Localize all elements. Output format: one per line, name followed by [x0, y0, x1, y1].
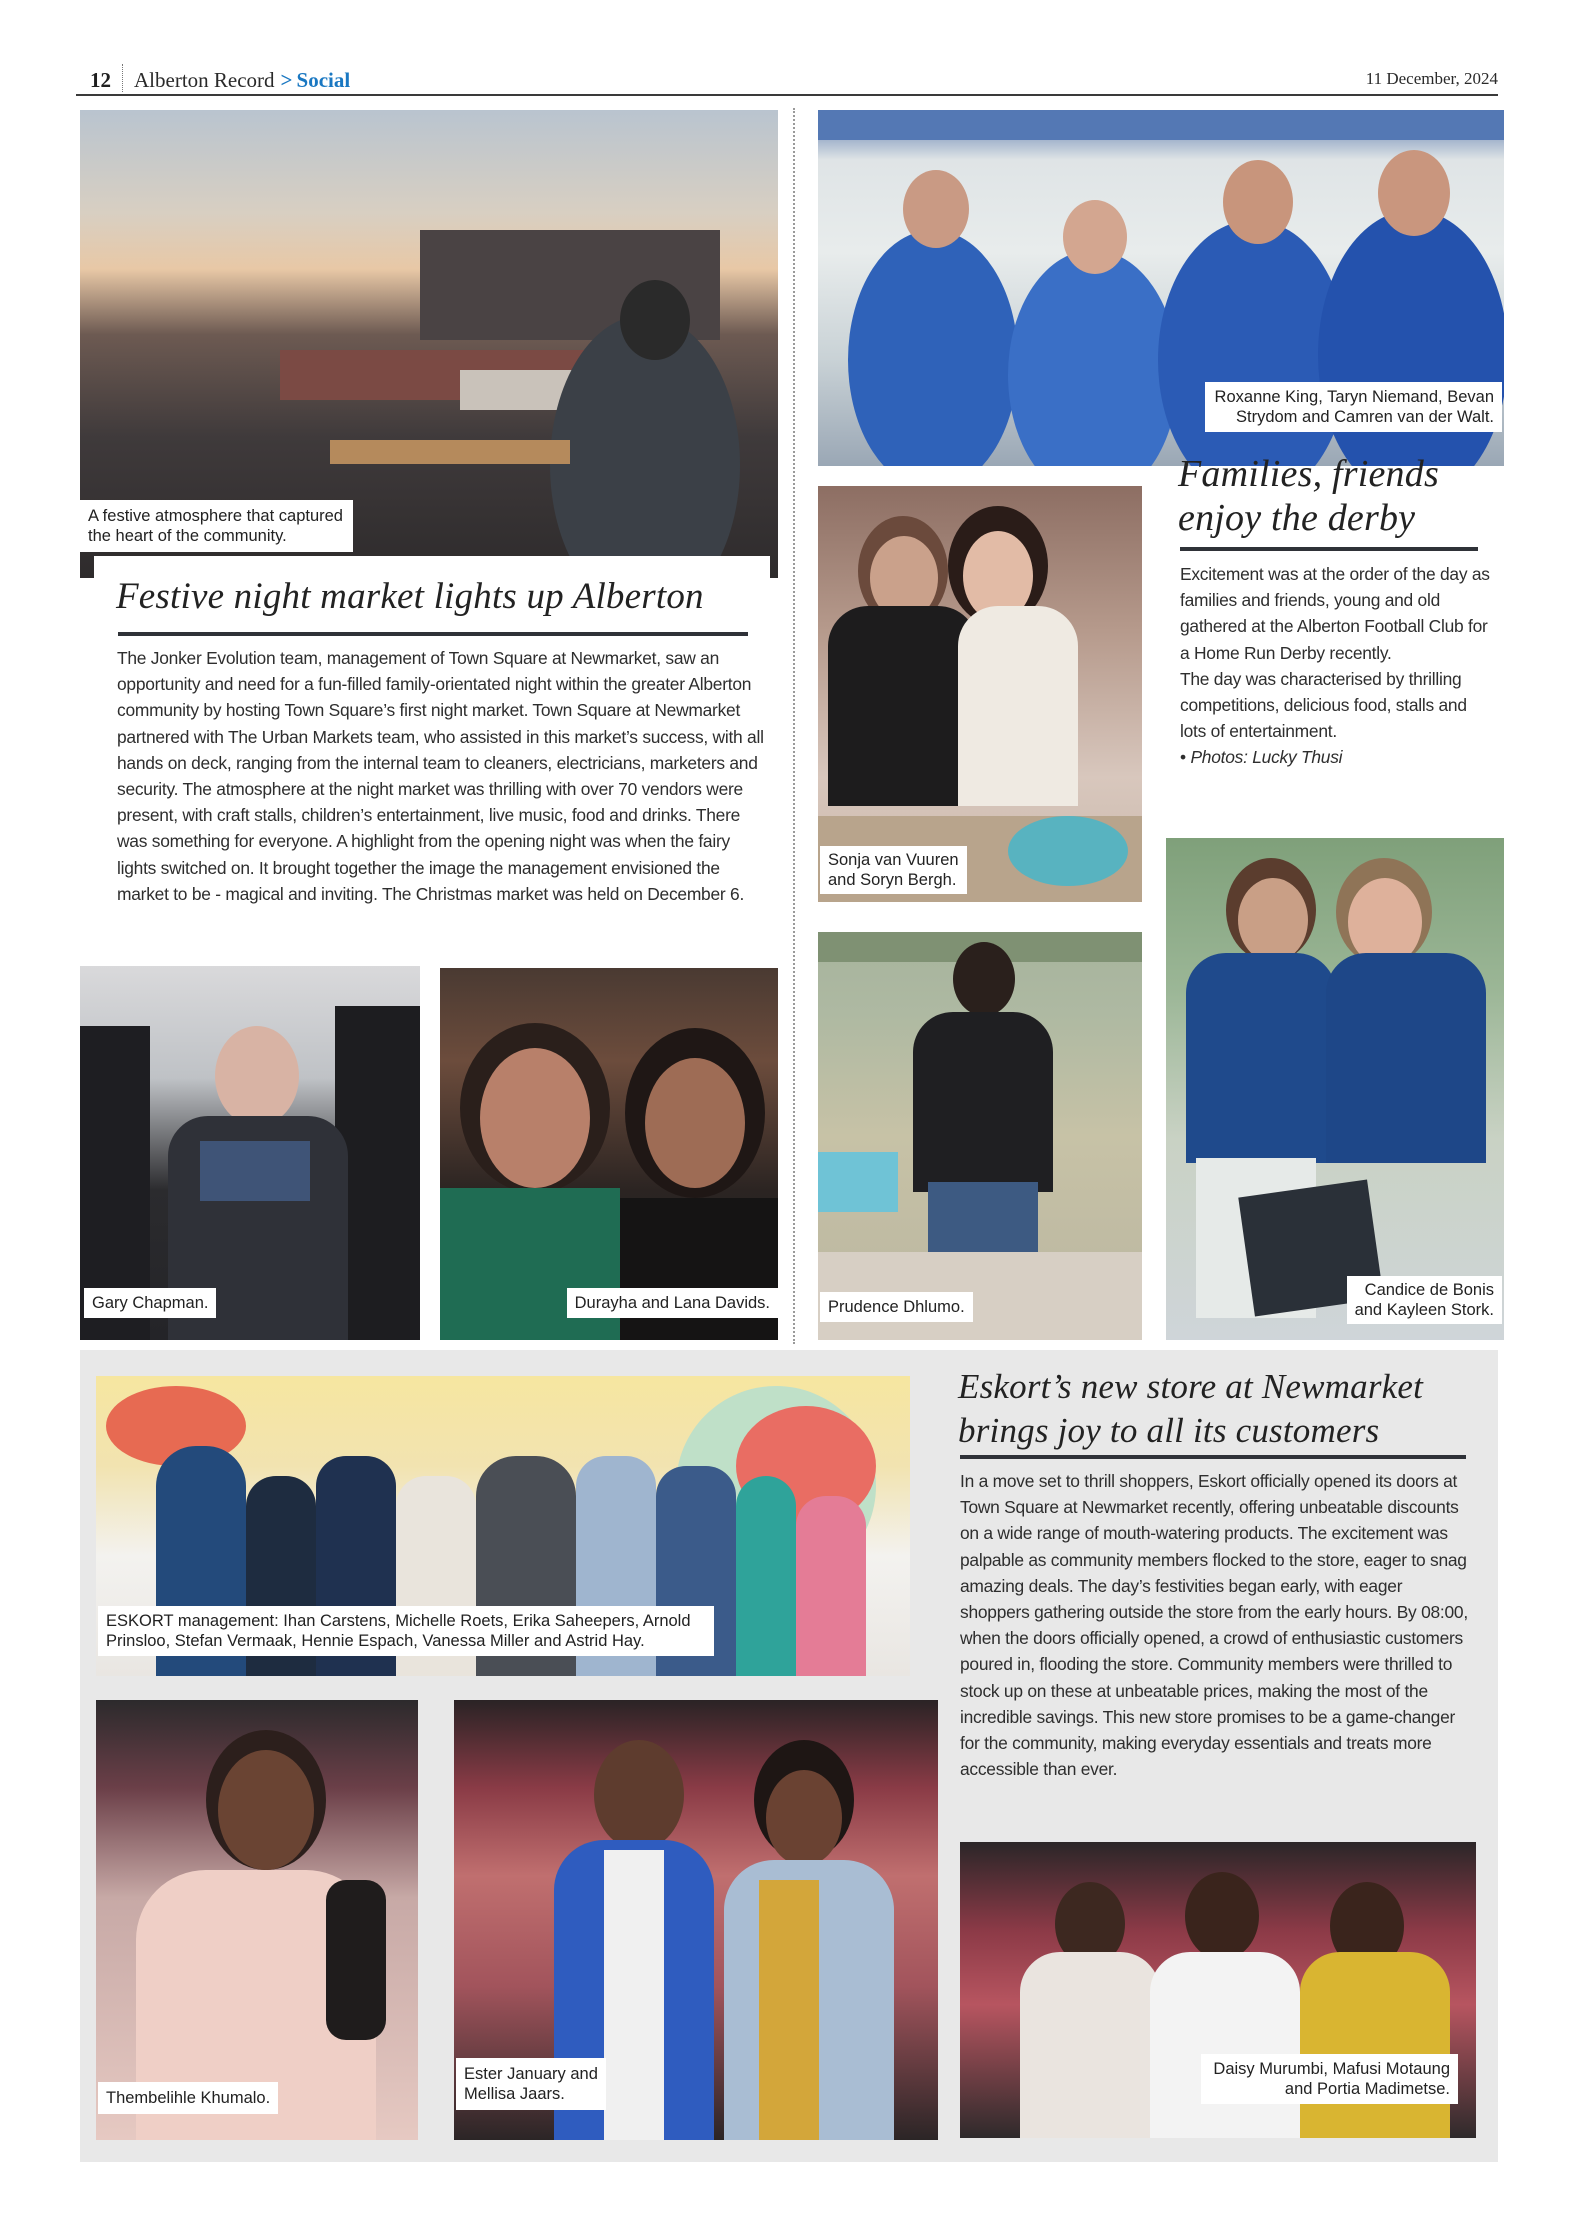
headline-rule	[1180, 547, 1478, 551]
photo-night-market	[80, 110, 778, 578]
publication-breadcrumb	[134, 68, 350, 93]
photo-durayha-lana-davids	[440, 968, 778, 1340]
headline-derby: Families, friends enjoy the derby	[1178, 453, 1439, 539]
photo-caption: Ester January and Mellisa Jaars.	[456, 2058, 606, 2110]
headline-rule	[118, 632, 748, 636]
column-divider	[793, 108, 795, 1344]
photo-caption: Prudence Dhlumo.	[820, 1292, 973, 1322]
photo-caption: Daisy Murumbi, Mafusi Motaung and Portia Madimetse.	[1201, 2054, 1458, 2104]
section-name[interactable]: Social	[296, 68, 351, 92]
photo-gary-chapman	[80, 966, 420, 1340]
photo-caption: Roxanne King, Taryn Niemand, Bevan Strydom and Camren van der Walt.	[1205, 382, 1502, 432]
photo-thembelihle-khumalo	[96, 1700, 418, 2140]
photo-caption: Durayha and Lana Davids.	[567, 1288, 778, 1318]
photo-candice-kayleen	[1166, 838, 1504, 1340]
photo-caption: ESKORT management: Ihan Carstens, Michelle Roets, Erika Saheepers, Arnold Prinsloo, Stefan Vermaak, Hennie Espach, Vanessa Miller and Astrid Hay.	[98, 1606, 714, 1656]
page-header	[76, 62, 1498, 96]
publication-name: Alberton Record	[134, 68, 275, 92]
issue-date: 11 December, 2024	[1365, 69, 1498, 88]
photo-daisy-mafusi-portia	[960, 1842, 1476, 2138]
photo-caption: Candice de Bonis and Kayleen Stork.	[1347, 1276, 1502, 1324]
breadcrumb-separator: >	[280, 68, 293, 92]
photo-caption: Sonja van Vuuren and Soryn Bergh.	[820, 846, 967, 894]
photo-sonja-soryn	[818, 486, 1142, 902]
article-body-night-market: The Jonker Evolution team, management of Town Square at Newmarket, saw an opportunity and need for a fun-filled family-orientated night within the greater Alberton community by hosting Town Square’s first night market. Town Square at Newmarket partnered with The Urban Markets team, who assisted in this market’s success, with all hands on deck, ranging from the internal team to cleaners, electricians, marketers and security. The atmosphere at the night market was thrilling with over 70 vendors were present, with craft stalls, children’s entertainment, live music, food and drinks. There was something for everyone. A highlight from the opening night was when the fairy lights switched on. It brought together the image the management envisioned the market to be - magical and inviting. The Christmas market was held on December 6.	[117, 648, 764, 904]
article-body-eskort: In a move set to thrill shoppers, Eskort officially opened its doors at Town Square at Newmarket recently, offering unbeatable discounts on a wide range of mouth-watering products. The excitement was palpable as community members flocked to the store, eager to snag amazing deals. The day’s festivities began early, with eager shoppers gathering outside the store from the early hours. By 08:00, when the doors officially opened, a crowd of enthusiastic customers poured in, flooding the store. Community members were thrilled to stock up on these at unbeatable prices, making the most of the incredible savings. This new store promises to be a game-changer for the community, making everyday essentials and treats more accessible than ever.	[960, 1471, 1468, 1780]
headline-rule	[960, 1455, 1466, 1459]
photo-prudence-dhlumo	[818, 932, 1142, 1340]
article-body-derby: Excitement was at the order of the day as families and friends, young and old gathered at the Alberton Football Club for a Home Run Derby recently. The day was characterised by thrilling competitions, delicious food, stalls and lots of entertainment. • Photos: Lucky Thusi	[1180, 561, 1490, 771]
photo-caption: Thembelihle Khumalo.	[98, 2082, 278, 2114]
photo-ester-mellisa	[454, 1700, 938, 2140]
photo-caption: A festive atmosphere that captured the heart of the community.	[80, 500, 353, 552]
header-divider	[122, 64, 123, 92]
headline-night-market: Festive night market lights up Alberton	[116, 576, 704, 617]
photo-caption: Gary Chapman.	[84, 1288, 216, 1318]
photo-credit: • Photos: Lucky Thusi	[1180, 747, 1343, 768]
headline-eskort: Eskort’s new store at Newmarket brings joy to all its customers	[958, 1367, 1424, 1450]
photo-stars-team	[818, 110, 1504, 466]
page-number: 12	[90, 68, 111, 92]
photo-eskort-management	[96, 1376, 910, 1676]
